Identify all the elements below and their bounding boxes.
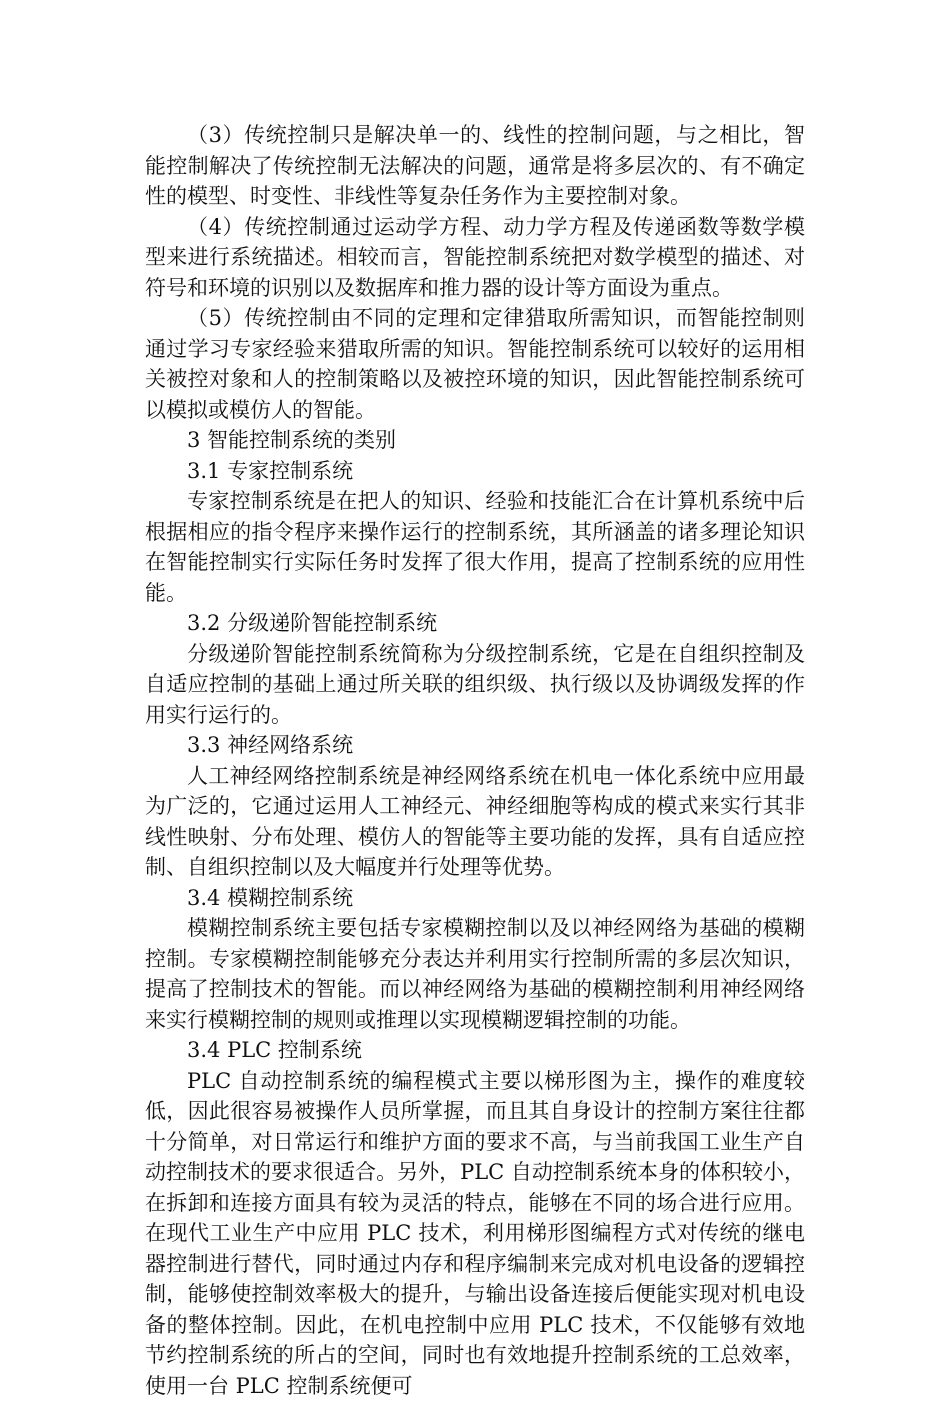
section-3-4-plc-heading: 3.4 PLC 控制系统 — [145, 1035, 805, 1066]
section-3-4-fuzzy-body: 模糊控制系统主要包括专家模糊控制以及以神经网络为基础的模糊控制。专家模糊控制能够充分表达并利用实行控制所需的多层次知识，提高了控制技术的智能。而以神经网络为基础的模糊控制利用神经网络来实行模糊控制的规则或推理以实现模糊逻辑控制的功能。 — [145, 913, 805, 1035]
section-3-1-body: 专家控制系统是在把人的知识、经验和技能汇合在计算机系统中后根据相应的指令程序来操作运行的控制系统，其所涵盖的诸多理论知识在智能控制实行实际任务时发挥了很大作用，提高了控制系统的应用性能。 — [145, 486, 805, 608]
paragraph-traditional-control-4: （4）传统控制通过运动学方程、动力学方程及传递函数等数学模型来进行系统描述。相较而言，智能控制系统把对数学模型的描述、对符号和环境的识别以及数据库和推力器的设计等方面设为重点。 — [145, 212, 805, 304]
paragraph-traditional-control-5: （5）传统控制由不同的定理和定律猎取所需知识，而智能控制则通过学习专家经验来猎取所需的知识。智能控制系统可以较好的运用相关被控对象和人的控制策略以及被控环境的知识，因此智能控制系统可以模拟或模仿人的智能。 — [145, 303, 805, 425]
section-3-1-heading: 3.1 专家控制系统 — [145, 456, 805, 487]
section-3-4-fuzzy-heading: 3.4 模糊控制系统 — [145, 883, 805, 914]
section-3-3-heading: 3.3 神经网络系统 — [145, 730, 805, 761]
section-3-3-body: 人工神经网络控制系统是神经网络系统在机电一体化系统中应用最为广泛的，它通过运用人工神经元、神经细胞等构成的模式来实行其非线性映射、分布处理、模仿人的智能等主要功能的发挥，具有自适应控制、自组织控制以及大幅度并行处理等优势。 — [145, 761, 805, 883]
paragraph-traditional-control-3: （3）传统控制只是解决单一的、线性的控制问题，与之相比，智能控制解决了传统控制无法解决的问题，通常是将多层次的、有不确定性的模型、时变性、非线性等复杂任务作为主要控制对象。 — [145, 120, 805, 212]
section-3-2-heading: 3.2 分级递阶智能控制系统 — [145, 608, 805, 639]
document-body — [145, 120, 805, 1401]
section-3-4-plc-body: PLC 自动控制系统的编程模式主要以梯形图为主，操作的难度较低，因此很容易被操作人员所掌握，而且其自身设计的控制方案往往都十分简单，对日常运行和维护方面的要求不高，与当前我国工业生产自动控制技术的要求很适合。另外，PLC 自动控制系统本身的体积较小，在拆卸和连接方面具有较为灵活的特点，能够在不同的场合进行应用。在现代工业生产中应用 PLC 技术，利用梯形图编程方式对传统的继电器控制进行替代，同时通过内存和程序编制来完成对机电设备的逻辑控制，能够使控制效率极大的提升，与输出设备连接后便能实现对机电设备的整体控制。因此，在机电控制中应用 PLC 技术，不仅能够有效地节约控制系统的所占的空间，同时也有效地提升控制系统的工总效率，使用一台 PLC 控制系统便可 — [145, 1066, 805, 1401]
section-3-heading: 3 智能控制系统的类别 — [145, 425, 805, 456]
section-3-2-body: 分级递阶智能控制系统简称为分级控制系统，它是在自组织控制及自适应控制的基础上通过所关联的组织级、执行级以及协调级发挥的作用实行运行的。 — [145, 639, 805, 731]
